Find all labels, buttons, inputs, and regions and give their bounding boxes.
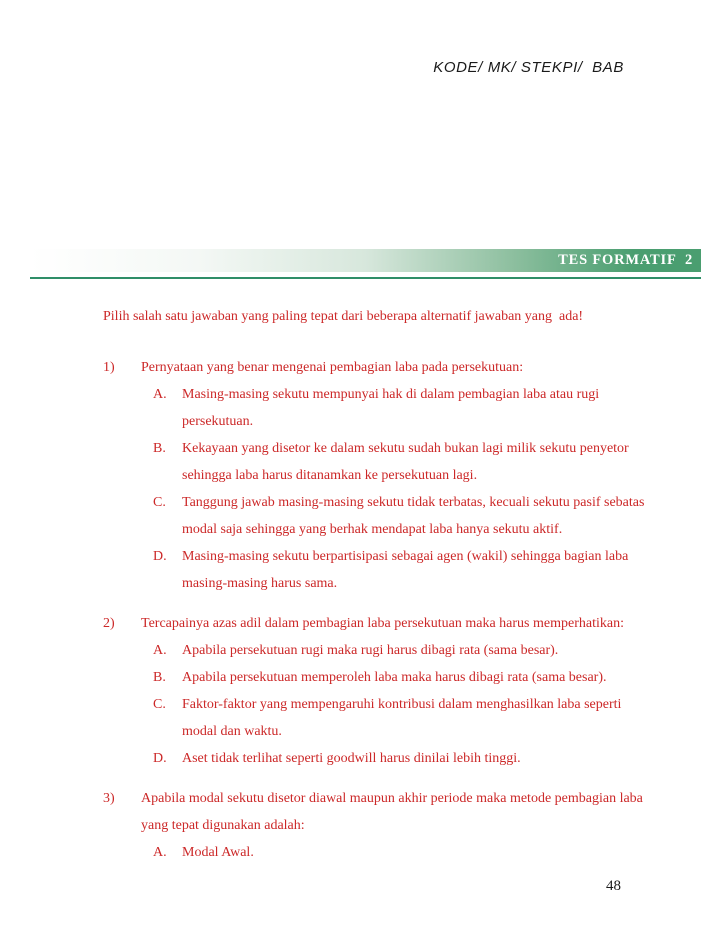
option-row bbox=[153, 381, 671, 435]
question-1-row bbox=[103, 354, 671, 381]
question-2-row bbox=[103, 610, 671, 637]
option-text: Aset tidak terlihat seperti goodwill harus dinilai lebih tinggi. bbox=[182, 751, 521, 766]
option-text: Apabila persekutuan memperoleh laba maka harus dibagi rata (sama besar). bbox=[182, 670, 607, 685]
option-text: Masing-masing sekutu berpartisipasi sebagai agen (wakil) sehingga bagian laba masing-masing harus sama. bbox=[182, 549, 629, 591]
option-letter: C. bbox=[153, 495, 166, 510]
option-text: Kekayaan yang disetor ke dalam sekutu sudah bukan lagi milik sekutu penyetor sehingga laba harus ditanamkan ke persekutuan lagi. bbox=[182, 441, 629, 483]
question-1 bbox=[103, 354, 671, 597]
option-row bbox=[153, 745, 671, 772]
option-row bbox=[153, 664, 671, 691]
question-3-row bbox=[103, 785, 671, 839]
question-text: Apabila modal sekutu disetor diawal maupun akhir periode maka metode pembagian laba yang tepat digunakan adalah: bbox=[141, 791, 643, 833]
option-letter: B. bbox=[153, 670, 166, 685]
question-3-options bbox=[103, 839, 671, 866]
question-2 bbox=[103, 610, 671, 772]
option-letter: A. bbox=[153, 643, 167, 658]
option-row bbox=[153, 691, 671, 745]
option-text: Faktor-faktor yang mempengaruhi kontribusi dalam menghasilkan laba seperti modal dan waktu. bbox=[182, 697, 622, 739]
tes-formatif-banner bbox=[30, 249, 701, 272]
option-row bbox=[153, 489, 671, 543]
intro-instruction: Pilih salah satu jawaban yang paling tepat dari beberapa alternatif jawaban yang ada! bbox=[103, 309, 584, 324]
option-text: Modal Awal. bbox=[182, 845, 254, 860]
question-2-options bbox=[103, 637, 671, 772]
option-row bbox=[153, 543, 671, 597]
option-letter: A. bbox=[153, 845, 167, 860]
option-letter: B. bbox=[153, 441, 166, 456]
option-letter: A. bbox=[153, 387, 167, 402]
page-number: 48 bbox=[606, 878, 621, 894]
question-1-options bbox=[103, 381, 671, 597]
option-row bbox=[153, 839, 671, 866]
question-text: Pernyataan yang benar mengenai pembagian laba pada persekutuan: bbox=[141, 360, 524, 375]
option-row bbox=[153, 637, 671, 664]
option-text: Apabila persekutuan rugi maka rugi harus dibagi rata (sama besar). bbox=[182, 643, 559, 658]
option-letter: C. bbox=[153, 697, 166, 712]
header-course-code: KODE/ MK/ STEKPI/ BAB bbox=[433, 59, 624, 76]
banner-title: TES FORMATIF 2 bbox=[558, 252, 693, 268]
question-number: 1) bbox=[103, 360, 115, 375]
question-number: 2) bbox=[103, 616, 115, 631]
question-text: Tercapainya azas adil dalam pembagian laba persekutuan maka harus memperhatikan: bbox=[141, 616, 624, 631]
option-letter: D. bbox=[153, 751, 167, 766]
question-3 bbox=[103, 785, 671, 866]
option-text: Tanggung jawab masing-masing sekutu tidak terbatas, kecuali sekutu pasif sebatas modal saja sehingga yang berhak mendapat laba hanya sekutu aktif. bbox=[182, 495, 645, 537]
banner-underline bbox=[30, 277, 701, 279]
option-letter: D. bbox=[153, 549, 167, 564]
option-row bbox=[153, 435, 671, 489]
option-text: Masing-masing sekutu mempunyai hak di dalam pembagian laba atau rugi persekutuan. bbox=[182, 387, 600, 429]
question-number: 3) bbox=[103, 791, 115, 806]
document-body bbox=[103, 303, 671, 866]
